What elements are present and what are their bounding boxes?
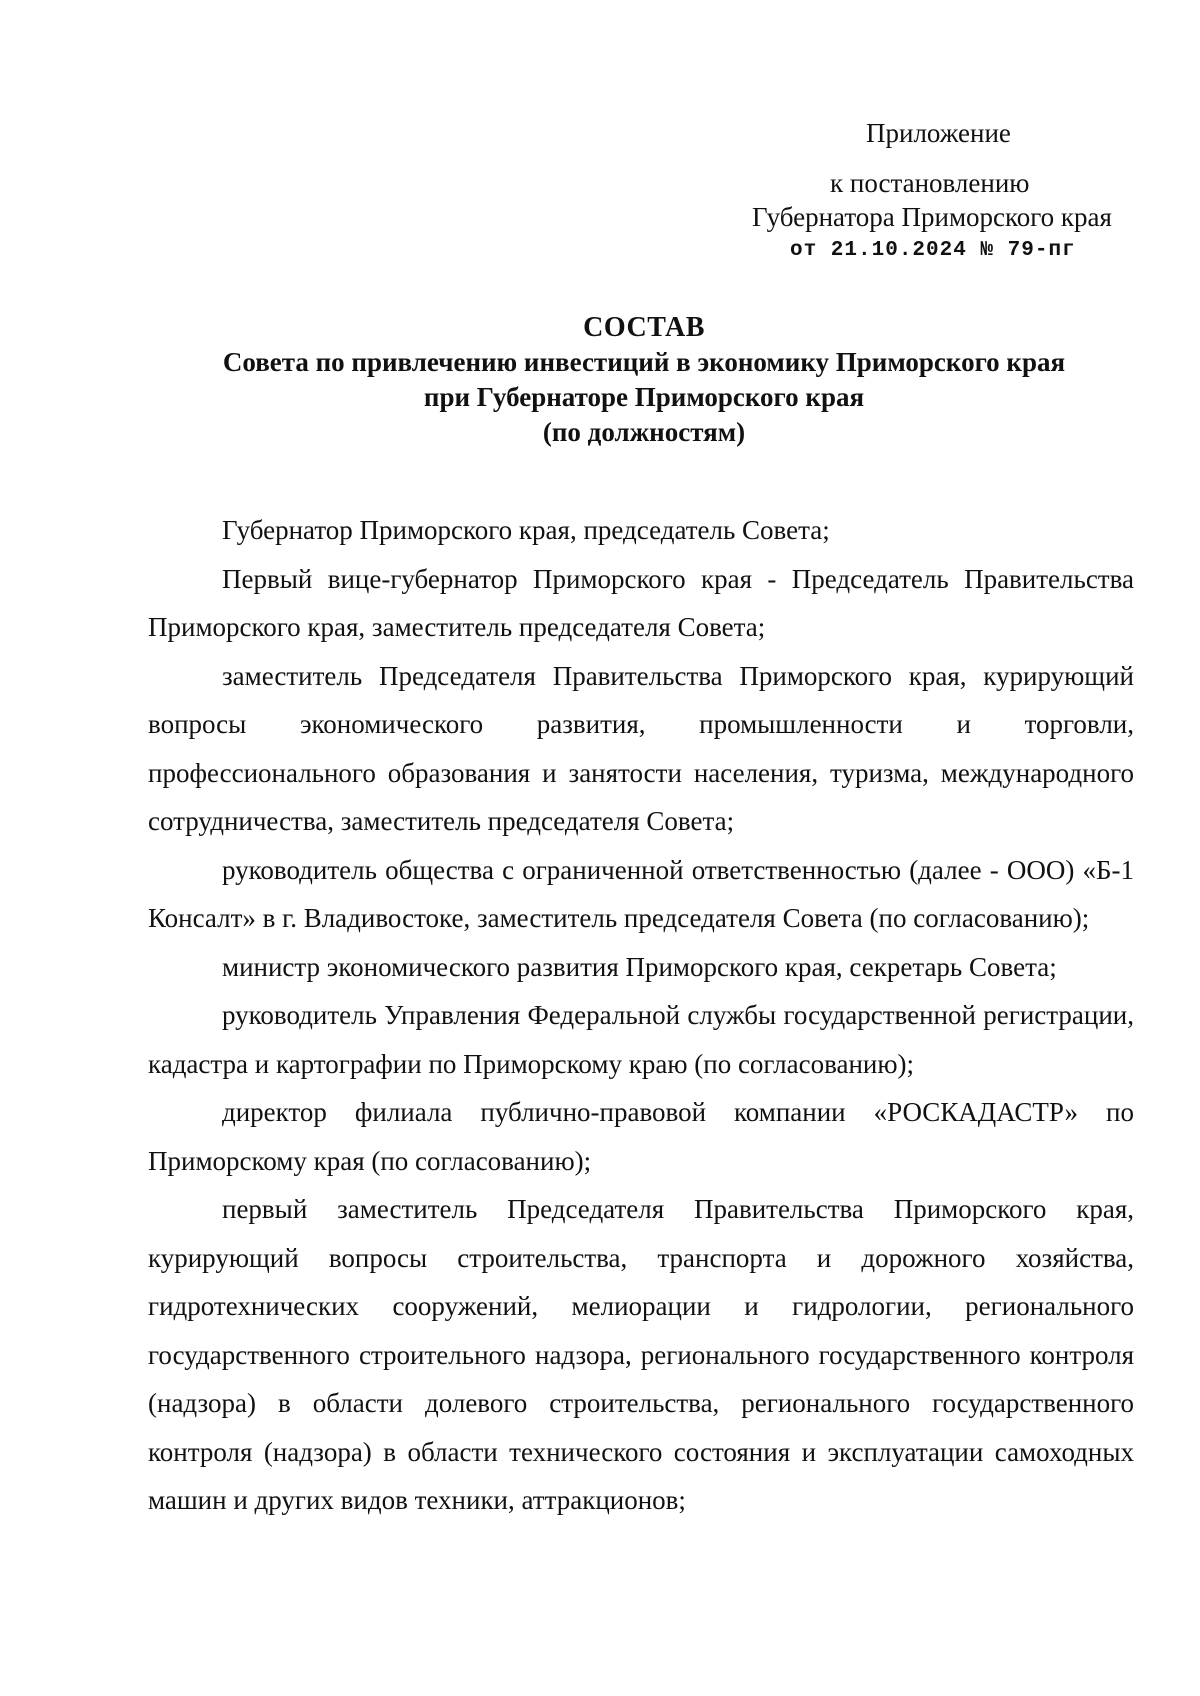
members-list <box>148 506 1134 1525</box>
appendix-issuer: Губернатора Приморского края <box>752 202 1112 232</box>
member-item: директор филиала публично-правовой компании «РОСКАДАСТР» по Приморскому края (по согласованию); <box>148 1097 1134 1176</box>
member-item: Губернатор Приморского края, председатель Совета; <box>222 515 830 545</box>
title-line-2: при Губернаторе Приморского края <box>423 382 865 412</box>
title-line-1: Совета по привлечению инвестиций в экономику Приморского края <box>222 347 1066 377</box>
appendix-resolution-ref: к постановлению <box>830 168 1030 198</box>
title-line-3: (по должностям) <box>542 417 746 447</box>
member-item: Первый вице-губернатор Приморского края - Председатель Правительства Приморского края, заместитель председателя Совета; <box>148 563 1134 642</box>
member-item: заместитель Председателя Правительства Приморского края, курирующий вопросы экономического развития, промышленности и торговли, профессионального образования и занятости населения, туризма, международного сотрудничества, заместитель председателя Совета; <box>148 660 1134 836</box>
member-item: руководитель общества с ограниченной ответственностью (далее - ООО) «Б-1 Консалт» в г. Владивостоке, заместитель председателя Совета (по согласованию); <box>148 854 1134 933</box>
title-heading: СОСТАВ <box>583 312 705 343</box>
member-item: министр экономического развития Приморского края, секретарь Совета; <box>222 951 1057 982</box>
document-title <box>0 310 1200 450</box>
appendix-label: Приложение <box>866 118 1011 148</box>
appendix-date-number-stamp: от 21.10.2024 № 79-пг <box>790 239 1076 262</box>
member-item: руководитель Управления Федеральной службы государственной регистрации, кадастра и картографии по Приморскому краю (по согласованию); <box>148 1000 1134 1079</box>
member-item: первый заместитель Председателя Правительства Приморского края, курирующий вопросы строительства, транспорта и дорожного хозяйства, гидротехнических сооружений, мелиорации и гидрологии, регионального государственного строительного надзора, регионального государственного контроля (надзора) в области долевого строительства, регионального государственного контроля (надзора) в области технического состояния и эксплуатации самоходных машин и других видов техники, аттракционов; <box>148 1194 1134 1515</box>
